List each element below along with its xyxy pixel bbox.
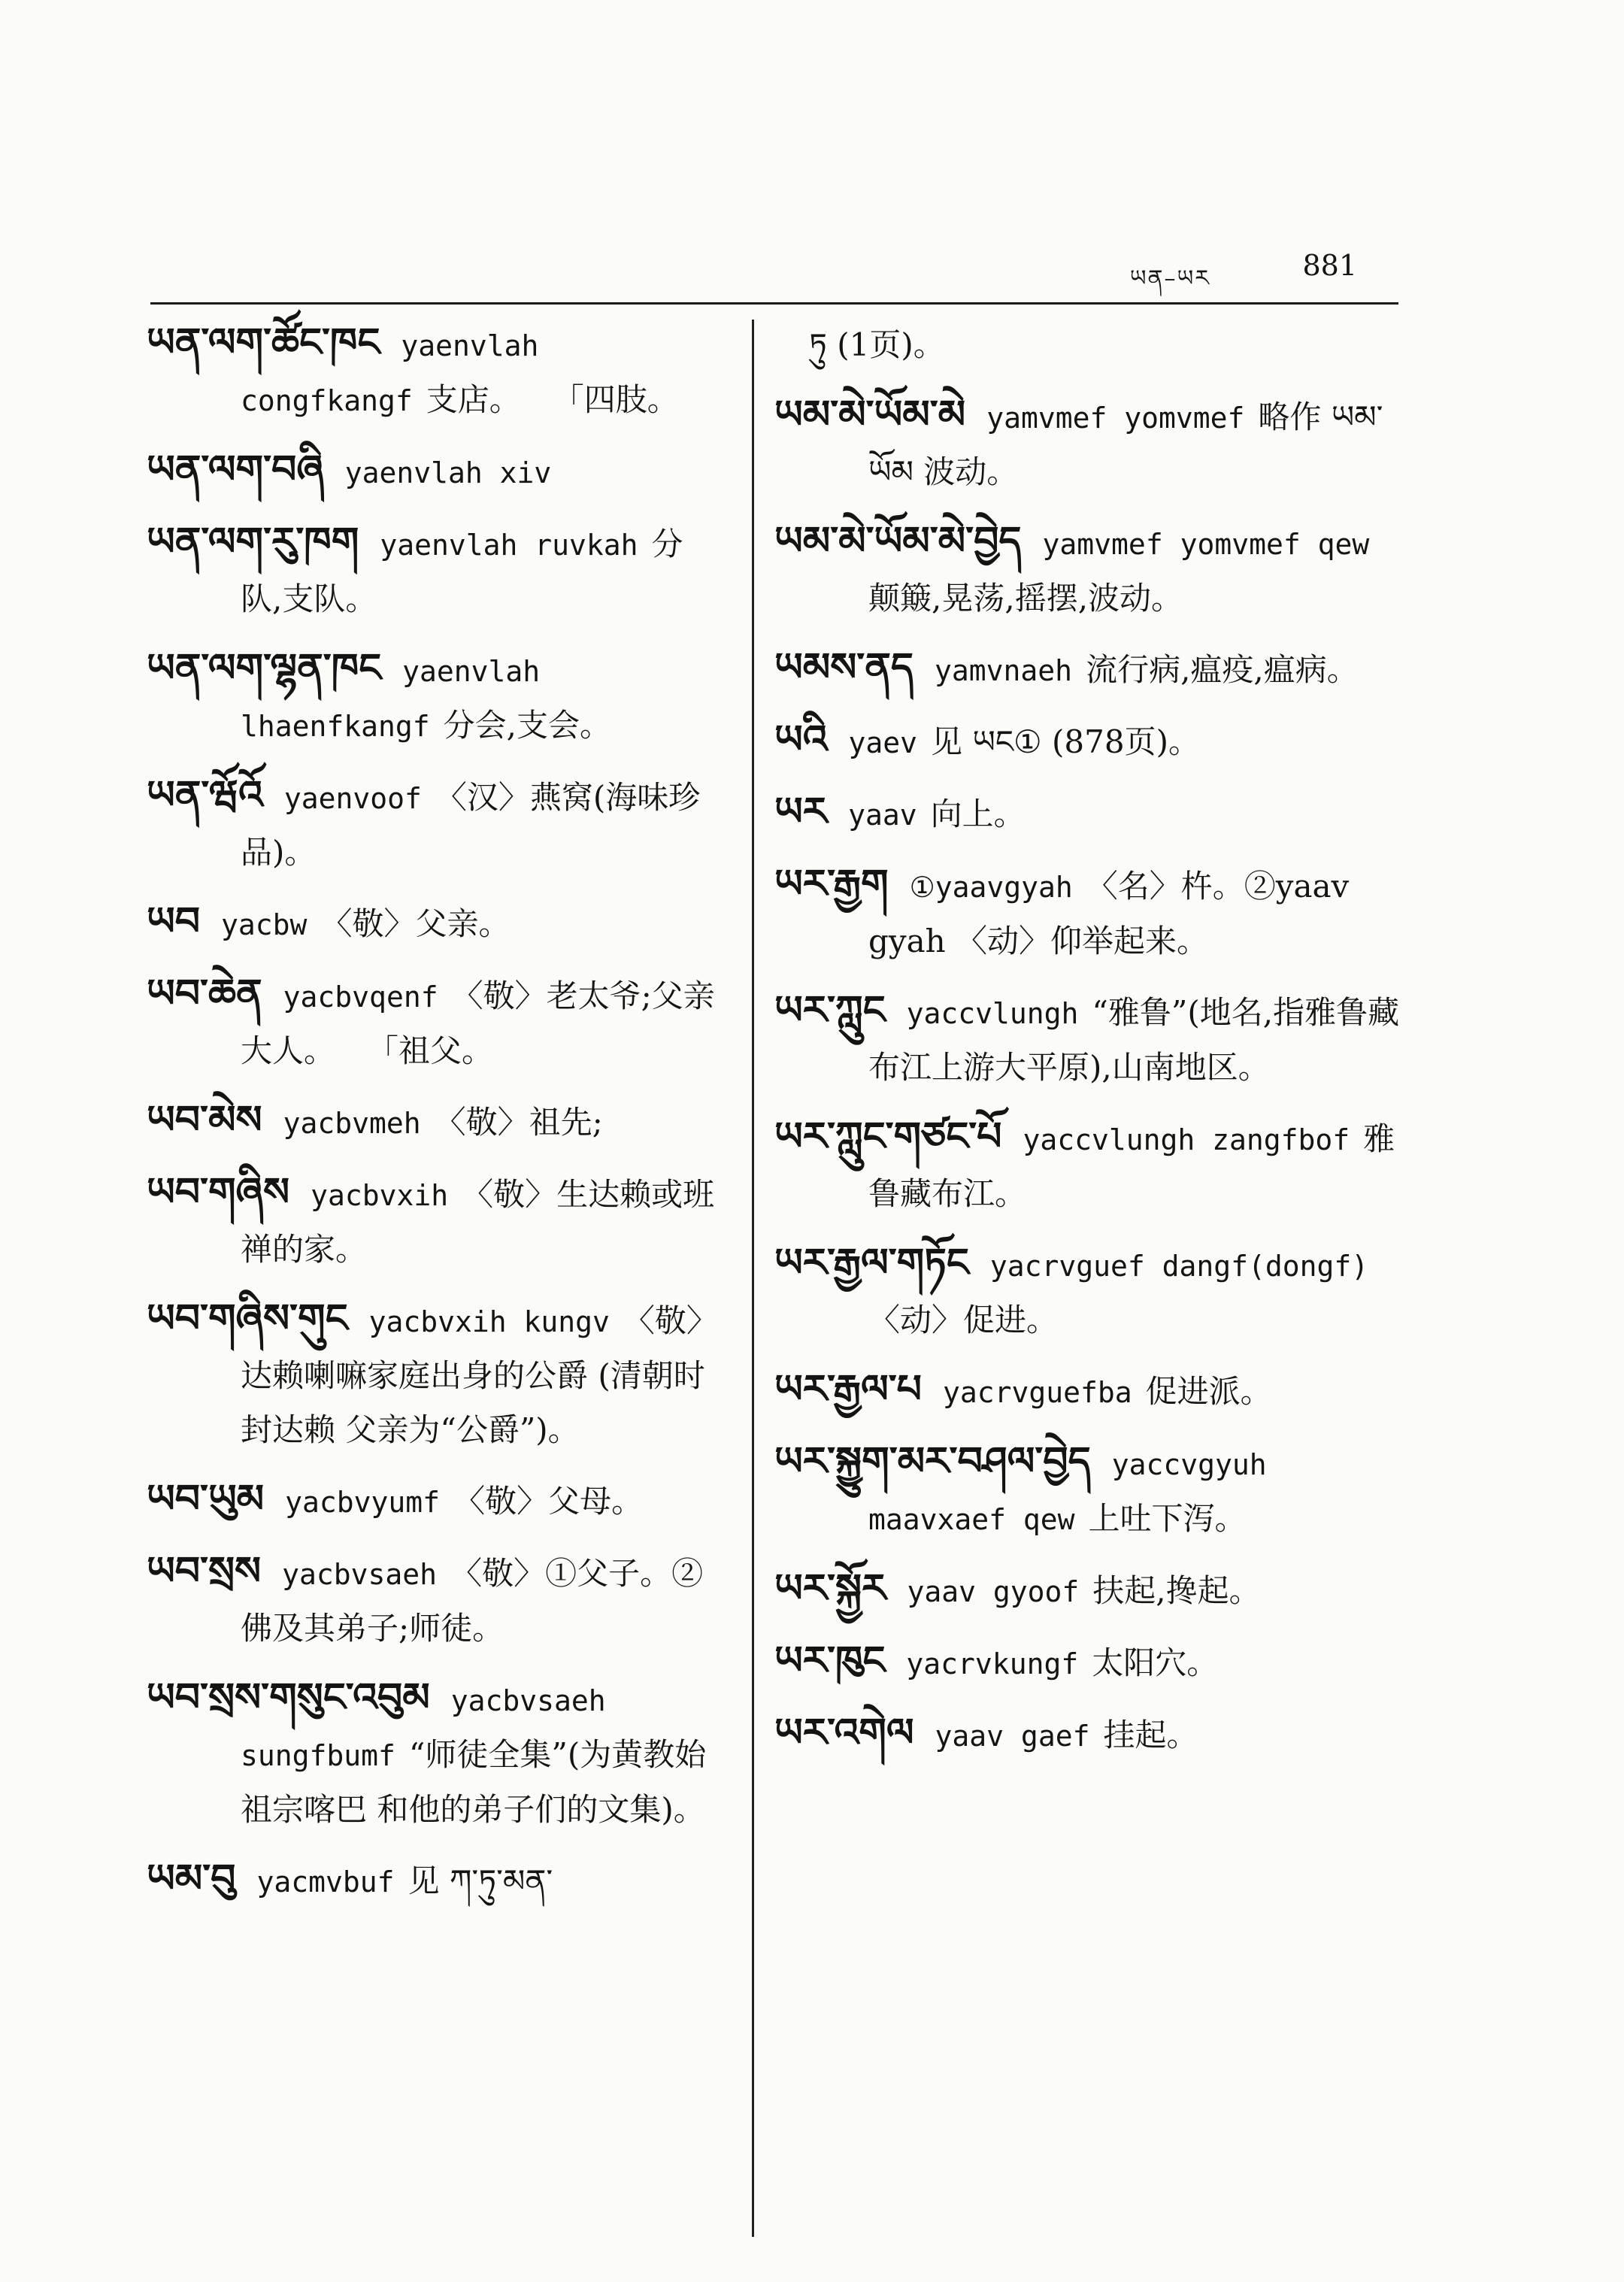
chinese-gloss: “雅鲁”(地名,指雅鲁藏布江上游大平原),山南地区。: [868, 994, 1400, 1086]
dictionary-entry: [147, 1671, 718, 1837]
romanization: yacbw: [221, 908, 308, 941]
dictionary-entry: [147, 768, 718, 880]
dictionary-entry: [774, 1236, 1406, 1347]
tibetan-headword: ཡར་རྒྱལ་པ: [774, 1367, 922, 1412]
romanization: yacbvmeh: [283, 1107, 421, 1140]
chinese-gloss: 扶起,搀起。: [1092, 1572, 1261, 1609]
header-rule: [150, 302, 1398, 305]
chinese-gloss: 〈敬〉①父子。②佛及其弟子;师徒。: [241, 1555, 704, 1647]
romanization: yaenvlah ruvkah: [380, 529, 638, 562]
chinese-gloss: 〈敬〉父母。: [453, 1483, 644, 1520]
dictionary-entry: [147, 1093, 718, 1150]
romanization: yaccvlungh: [906, 997, 1079, 1030]
dictionary-entry: [774, 1706, 1406, 1763]
chinese-gloss: 〈敬〉达赖喇嘛家庭出身的公爵 (清朝时封达赖 父亲为“公爵”)。: [241, 1302, 718, 1448]
tibetan-headword: ཡར་ཀླུང་གཙང་པོ: [774, 1114, 1002, 1159]
tibetan-headword: ཡར: [774, 789, 828, 835]
column-divider: [752, 320, 754, 2237]
romanization: yacrvguefba: [943, 1376, 1132, 1409]
romanization: yamvnaeh: [935, 654, 1073, 687]
dictionary-entry: [147, 1852, 718, 1909]
chinese-gloss: 雅鲁藏布江。: [868, 1120, 1395, 1212]
dictionary-entry: [147, 1472, 718, 1529]
dictionary-entry: [774, 514, 1406, 626]
chinese-gloss: “师徒全集”(为黄教始祖宗喀巴 和他的弟子们的文集)。: [241, 1736, 707, 1828]
tibetan-headword: ཡར་རྒྱལ་གཏོང: [774, 1241, 969, 1286]
romanization: yacbvsaeh: [282, 1558, 438, 1591]
dictionary-entry: [147, 967, 718, 1078]
dictionary-entry: [774, 1562, 1406, 1619]
romanization: yaenvlah congfkangf: [241, 329, 539, 417]
chinese-gloss: 〈敬〉祖先;: [434, 1104, 603, 1141]
chinese-gloss: 上吐下泻。: [1088, 1500, 1247, 1537]
chinese-gloss: 略作 ཡམ་ཡོམ 波动。: [868, 399, 1383, 490]
dictionary-entry: [147, 641, 718, 753]
dictionary-entry: [774, 1362, 1406, 1420]
tibetan-headword: ཡབ་སྲས: [147, 1549, 262, 1594]
romanization: yaccvlungh zangfbof: [1023, 1123, 1350, 1156]
tibetan-headword: ཡམ་མེ་ཡོམ་མེ: [774, 392, 966, 438]
romanization: ①yaavgyah: [909, 871, 1073, 904]
chinese-gloss: ཏུ (1页)。: [809, 326, 945, 363]
page-number: 881: [1302, 249, 1357, 282]
header-range: ཡན–ཡར: [1129, 265, 1210, 292]
romanization: yacbvxih: [311, 1179, 449, 1212]
romanization: yacmvbuf: [256, 1865, 395, 1899]
chinese-gloss: 〈动〉促进。: [868, 1302, 1059, 1338]
chinese-gloss: 〈敬〉老太爷;父亲大人。 「祖父。: [241, 977, 715, 1069]
dictionary-entry: [147, 895, 718, 952]
dictionary-entry: [774, 1435, 1406, 1547]
chinese-gloss: 流行病,瘟疫,瘟病。: [1086, 651, 1359, 688]
romanization: yaenvlah lhaenfkangf: [241, 655, 541, 743]
romanization: yaav gaef: [935, 1720, 1090, 1753]
tibetan-headword: ཡན་ཝོའོ: [147, 773, 263, 818]
romanization: yaav gyoof: [907, 1575, 1080, 1608]
romanization: yacbvsaeh sungfbumf: [241, 1684, 606, 1772]
romanization: yaev: [848, 726, 917, 759]
dictionary-entry: [774, 713, 1406, 770]
romanization: yacrvguef dangf(dongf): [989, 1250, 1369, 1283]
dictionary-entry: [147, 1292, 718, 1457]
tibetan-headword: ཡབ་ཆེན: [147, 971, 262, 1017]
romanization: yacbvyumf: [285, 1486, 441, 1519]
dictionary-entry: [147, 443, 718, 500]
romanization: yaenvoof: [283, 782, 422, 815]
chinese-gloss: 太阳穴。: [1092, 1644, 1219, 1681]
romanization: yacbvqenf: [283, 980, 438, 1014]
page-header: [150, 244, 1398, 305]
dictionary-entry: [774, 857, 1406, 968]
tibetan-headword: ཡབ་ཡུམ: [147, 1477, 265, 1522]
tibetan-headword: ཡན་ལག་བཞི: [147, 447, 324, 492]
chinese-gloss: 见 ཡང① (878页)。: [930, 723, 1200, 760]
romanization: yacbvxih kungv: [368, 1305, 610, 1338]
dictionary-entry: [774, 388, 1406, 499]
tibetan-headword: ཡབ: [147, 899, 201, 944]
chinese-gloss: 〈汉〉燕窝(海味珍品)。: [241, 779, 701, 871]
tibetan-headword: ཡར་རྒྱག: [774, 862, 889, 907]
chinese-gloss: 分会,支会。: [443, 707, 612, 744]
chinese-gloss: 〈敬〉父亲。: [320, 905, 511, 942]
romanization: yaenvlah xiv: [344, 456, 552, 489]
dictionary-entry: [774, 983, 1406, 1095]
chinese-gloss: 促进派。: [1145, 1373, 1272, 1410]
left-column: [147, 316, 718, 1924]
chinese-gloss: 分队,支队。: [241, 526, 683, 617]
chinese-gloss: 见 ཀ་ཏུ་མན་: [408, 1862, 553, 1899]
dictionary-entry: [774, 641, 1406, 698]
tibetan-headword: ཡར་འགེལ: [774, 1711, 914, 1756]
tibetan-headword: ཡན་ལག་རུ་ཁག: [147, 520, 359, 565]
tibetan-headword: ཡར་སྐྱུག་མར་བཤལ་བྱེད: [774, 1439, 1091, 1484]
chinese-gloss: 支店。 「四肢。: [426, 381, 679, 418]
romanization: yacrvkungf: [906, 1647, 1079, 1680]
dictionary-entry: [147, 1165, 718, 1277]
romanization: yamvmef yomvmef: [986, 402, 1245, 435]
chinese-gloss: 〈敬〉生达赖或班禅的家。: [241, 1176, 715, 1268]
romanization: yaav: [848, 799, 917, 832]
tibetan-headword: ཡབ་མེས: [147, 1098, 262, 1143]
dictionary-entry: [147, 1544, 718, 1656]
tibetan-headword: ཡབ་སྲས་གསུང་འབུམ: [147, 1675, 430, 1720]
dictionary-entry: [774, 785, 1406, 842]
tibetan-headword: ཡར་སྐྱོར: [774, 1566, 886, 1611]
tibetan-headword: ཡམ་བུ: [147, 1856, 236, 1902]
dictionary-entry: [774, 1634, 1406, 1691]
chinese-gloss: 向上。: [930, 796, 1026, 832]
tibetan-headword: ཡབ་གཞིས: [147, 1170, 290, 1215]
tibetan-headword: ཡར་ཀླུང: [774, 988, 886, 1033]
tibetan-headword: ཡམ་མེ་ཡོམ་མེ་བྱེད: [774, 519, 1022, 564]
romanization: yamvmef yomvmef qew: [1042, 528, 1370, 561]
tibetan-headword: ཡན་ལག་ཚོང་ཁང: [147, 320, 380, 365]
tibetan-headword: ཡར་ཁུང: [774, 1638, 886, 1683]
tibetan-headword: ཡན་ལག་ལྷན་ཁང: [147, 646, 382, 691]
right-column: [774, 316, 1406, 1778]
dictionary-entry: [774, 1110, 1406, 1221]
dictionary-entry-continuation: [774, 316, 1406, 373]
chinese-gloss: 挂起。: [1103, 1717, 1198, 1753]
dictionary-entry: [147, 515, 718, 626]
chinese-gloss: 颠簸,晃荡,摇摆,波动。: [868, 580, 1183, 617]
tibetan-headword: ཡམས་ནད: [774, 645, 914, 690]
tibetan-headword: ཡའི: [774, 717, 828, 762]
chinese-gloss: 〈名〉杵。②yaav gyah 〈动〉仰举起来。: [868, 868, 1350, 959]
tibetan-headword: ཡབ་གཞིས་གུང: [147, 1296, 348, 1341]
romanization: yaccvgyuh maavxaef qew: [868, 1448, 1267, 1536]
dictionary-entry: [147, 316, 718, 428]
